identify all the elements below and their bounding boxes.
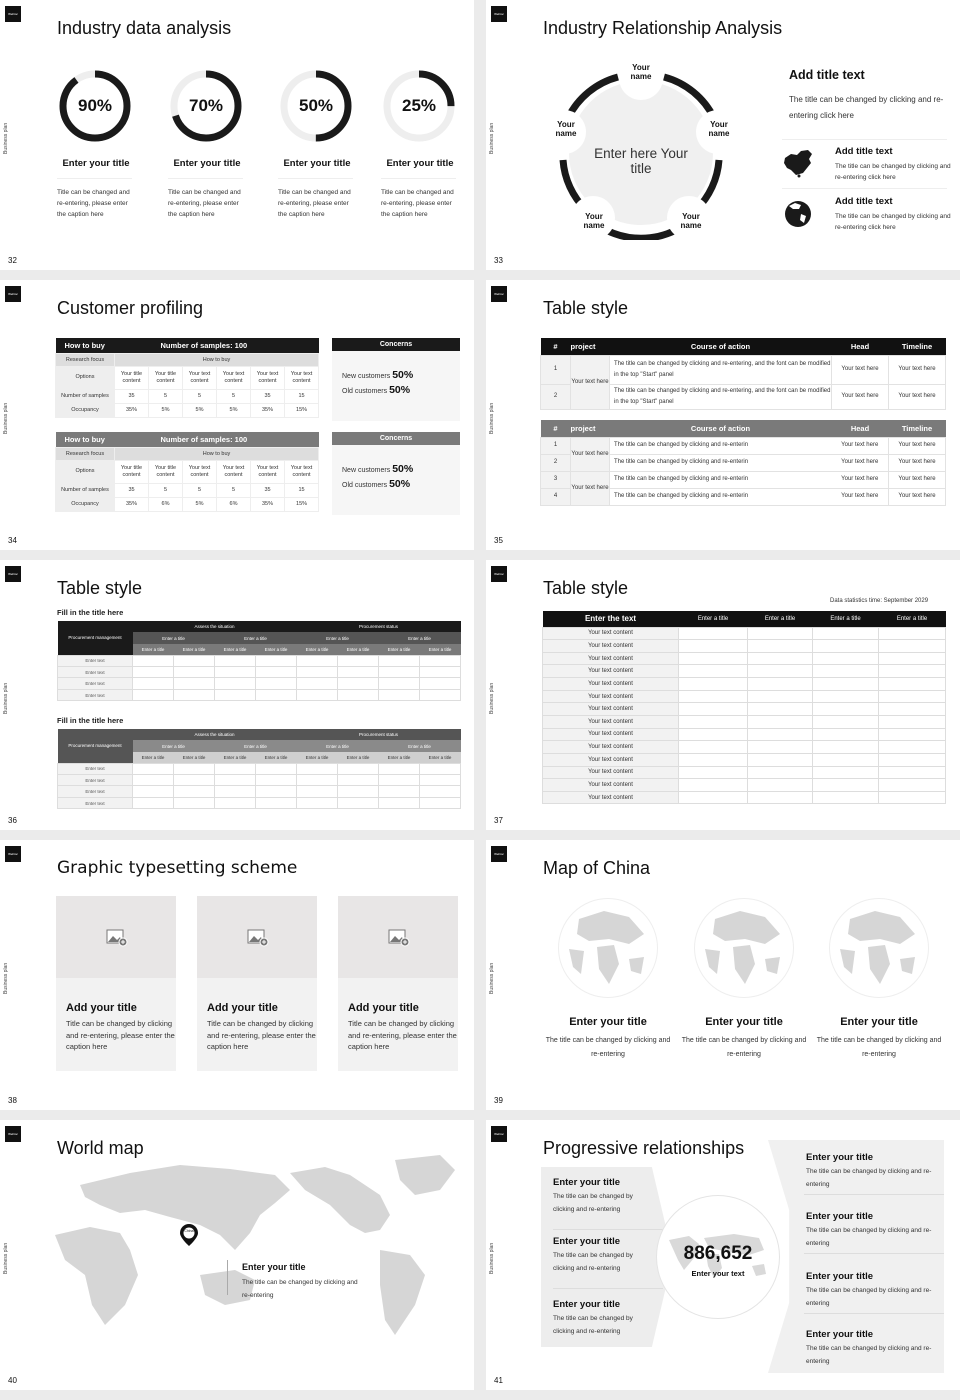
card-title: Add your title [207, 1002, 278, 1014]
old-customers: Old customers 50% [342, 384, 411, 396]
procurement-table: Procurement management Assess the situation Procurement status Enter a title Enter a title Enter a title Enter a title Enter a title Enter a title Enter a title Enter a title Enter a title Enter a title Enter a title Enter a title Enter text Enter text Enter text Enter text [57, 621, 461, 701]
side-label: Business plan [3, 962, 9, 994]
table-row: Enter text [58, 689, 461, 700]
progress-ring [170, 70, 242, 142]
globe-icon [694, 898, 794, 998]
divider [804, 1194, 944, 1195]
cycle-node-label: Your name [708, 120, 730, 138]
divider [553, 1229, 663, 1230]
page-number: 34 [8, 536, 17, 545]
item-title: Enter your title [283, 158, 351, 169]
card-title: Add your title [348, 1002, 419, 1014]
cycle-node-label: Your name [680, 212, 702, 230]
divider [278, 178, 353, 179]
progress-ring [383, 70, 455, 142]
slide-title: Industry Relationship Analysis [543, 18, 783, 38]
page-number: 33 [494, 256, 503, 265]
table-row: Your text content [543, 728, 946, 741]
slide-title: Map of China [543, 858, 651, 878]
cycle-node-label: Your name [555, 120, 577, 138]
col-header: Course of action [690, 423, 751, 433]
slide-40[interactable] [0, 1120, 474, 1390]
item-caption: Title can be changed and re-entering, please enter the caption here [168, 189, 241, 218]
slide-title: Industry data analysis [57, 18, 232, 38]
new-customers: New customers 50% [342, 463, 414, 475]
project-cell: Your text here [571, 355, 610, 409]
table-row: Your text content [543, 627, 946, 640]
side-label: Business plan [3, 1242, 9, 1274]
col-header: Head [850, 341, 870, 351]
side-label: Business plan [489, 122, 495, 154]
table-row: Enter text [58, 655, 461, 666]
callout-body: The title can be changed by clicking and re-entering [242, 1279, 358, 1299]
progress-ring [280, 70, 352, 142]
cycle-node-label: Your name [583, 212, 605, 230]
item-caption: Title can be changed and re-entering, please enter the caption here [278, 189, 351, 218]
map-pin-icon [180, 1224, 198, 1246]
slide-title: World map [57, 1138, 144, 1158]
left-item: Enter your title The title can be changed by clicking and re-entering [553, 1299, 633, 1335]
table-row: Enter text [58, 786, 461, 797]
side-label: Business plan [489, 682, 495, 714]
logo: WeDoc [491, 1126, 507, 1142]
col-header: project [570, 341, 596, 351]
add-image-icon [388, 929, 410, 947]
big-number: 886,652 [683, 1243, 753, 1264]
progress-ring [59, 70, 131, 142]
divider [168, 178, 243, 179]
table-row: Enter text [58, 763, 461, 774]
globe-body: The title can be changed by clicking and re-entering [816, 1037, 942, 1058]
table-row: Your text content [543, 690, 946, 703]
col-header: Timeline [901, 341, 933, 351]
concerns-card [332, 338, 460, 421]
pin-label: China [184, 1229, 194, 1233]
table-row: Your text content [543, 715, 946, 728]
page-number: 35 [494, 536, 503, 545]
slide-32[interactable] [0, 0, 474, 270]
table-row: 2 The title can be changed by clicking and re-entering, and the font can be modified in the top "Start" panel Your text here Your text here [541, 384, 946, 409]
profile-table: How to buy Number of samples: 100 Research focus How to buy Options Your title content Your title content Your text content Your text content Your text content Your text content Number of samples 35 5 5 5 35 15 Occupancy 35% 6% 5% 6% 35% 15% [55, 432, 319, 512]
table-row: Your text content [543, 703, 946, 716]
big-number-label: Enter your text [691, 1269, 745, 1278]
slide-title: Progressive relationships [543, 1138, 745, 1158]
project-cell: Your text here [571, 471, 610, 505]
slide-title: Table style [543, 298, 629, 318]
globe-body: The title can be changed by clicking and re-entering [545, 1037, 671, 1058]
table-row: Your text content [543, 741, 946, 754]
item-caption: Title can be changed and re-entering, please enter the caption here [381, 189, 454, 218]
table-row: Your text content [543, 753, 946, 766]
side-label: Business plan [489, 402, 495, 434]
logo: WeDoc [491, 566, 507, 582]
side-label: Business plan [3, 682, 9, 714]
divider [553, 1288, 663, 1289]
cycle-center-text: Enter here Your title [594, 146, 688, 176]
logo: WeDoc [491, 286, 507, 302]
right-item: Enter your title The title can be changed by clicking and re-entering [806, 1271, 932, 1307]
image-placeholder[interactable] [197, 896, 317, 978]
table-row: Your text content [543, 779, 946, 792]
table-row: 3 Your text here The title can be changed by clicking and re-enterin Your text here Your text here [541, 471, 946, 488]
action-table-dark [540, 338, 946, 410]
action-table-gray [540, 420, 946, 506]
divider [57, 178, 132, 179]
page-number: 39 [494, 1096, 503, 1105]
globe-body: The title can be changed by clicking and re-entering [681, 1037, 807, 1058]
side-label: Business plan [3, 122, 9, 154]
table-row: Your text content [543, 791, 946, 804]
add-image-icon [247, 929, 269, 947]
logo: WeDoc [5, 1126, 21, 1142]
item-title: Enter your title [386, 158, 454, 169]
col-header: Course of action [690, 341, 751, 351]
left-item: Enter your title The title can be changed by clicking and re-entering [553, 1236, 633, 1272]
cycle-node-label: Your name [630, 63, 652, 81]
table-row: Enter text [58, 667, 461, 678]
item-caption: Title can be changed and re-entering, please enter the caption here [57, 189, 130, 218]
globe-title: Enter your title [840, 1016, 918, 1028]
ring-percent: 90% [77, 96, 113, 115]
table-row: Enter text [58, 797, 461, 808]
logo: WeDoc [491, 846, 507, 862]
new-customers: New customers 50% [342, 369, 414, 381]
divider [782, 139, 947, 140]
item-title: Enter your title [173, 158, 241, 169]
logo: WeDoc [491, 6, 507, 22]
profile-table: How to buy Number of samples: 100 Research focus How to buy Options Your title content Your title content Your text content Your text content Your text content Your text content Number of samples 35 5 5 5 35 15 Occupancy 35% 5% 5% 5% 35% 15% [55, 338, 319, 418]
left-item: Enter your title The title can be changed by clicking and re-entering [553, 1177, 633, 1213]
col-header: project [570, 423, 596, 433]
procurement-table: Procurement management Assess the situation Procurement status Enter a title Enter a title Enter a title Enter a title Enter a title Enter a title Enter a title Enter a title Enter a title Enter a title Enter a title Enter a title Enter text Enter text Enter text Enter text [57, 729, 461, 809]
logo: WeDoc [5, 566, 21, 582]
table-row: Your text content [543, 678, 946, 691]
slide-title: Table style [543, 578, 629, 598]
add-image-icon [106, 929, 128, 947]
table-row: 1 Your text here The title can be changed by clicking and re-enterin Your text here Your text here [541, 437, 946, 454]
image-placeholder[interactable] [338, 896, 458, 978]
table-subtitle: Fill in the title here [57, 608, 124, 617]
concerns-title: Concerns [332, 432, 460, 445]
side-label: Business plan [489, 1242, 495, 1274]
card-body: Title can be changed by clicking and re-entering, please enter the caption here [348, 1019, 457, 1051]
world-map-icon [50, 1155, 470, 1355]
item-body: The title can be changed by clicking and re-entering click here [835, 213, 951, 231]
table-row: Your text content [543, 665, 946, 678]
col-header: # [553, 341, 558, 351]
item-body: The title can be changed by clicking and re-entering click here [835, 163, 951, 181]
callout-title: Enter your title [242, 1262, 306, 1272]
item-title: Add title text [835, 146, 893, 157]
col-header: Head [850, 423, 870, 433]
concerns-card [332, 432, 460, 515]
image-card[interactable] [197, 896, 317, 1071]
item-title: Add title text [835, 196, 893, 207]
ring-percent: 25% [401, 96, 437, 115]
card-body: Title can be changed by clicking and re-entering, please enter the caption here [207, 1019, 316, 1051]
slide-title: Graphic typesetting scheme [57, 858, 298, 878]
cycle-diagram [546, 60, 736, 240]
table-row: Your text content [543, 766, 946, 779]
card-body: Title can be changed by clicking and re-entering, please enter the caption here [66, 1019, 175, 1051]
page-number: 37 [494, 816, 503, 825]
page-number: 40 [8, 1376, 17, 1385]
divider [804, 1313, 944, 1314]
globe-title: Enter your title [569, 1016, 647, 1028]
globe-icon [781, 196, 815, 230]
image-placeholder[interactable] [56, 896, 176, 978]
slide-title: Table style [57, 578, 143, 598]
callout-line [227, 1260, 228, 1295]
side-label: Business plan [3, 402, 9, 434]
table-subtitle: Fill in the title here [57, 716, 124, 725]
slide-title: Customer profiling [57, 298, 204, 318]
ring-percent: 70% [188, 96, 224, 115]
right-item: Enter your title The title can be changed by clicking and re-entering [806, 1152, 932, 1188]
col-header: Timeline [901, 423, 933, 433]
globe-icon [558, 898, 658, 998]
table-row: 2 The title can be changed by clicking and re-enterin Your text here Your text here [541, 454, 946, 471]
image-card[interactable] [56, 896, 176, 1071]
section-heading: Add title text [789, 68, 865, 82]
right-item: Enter your title The title can be changed by clicking and re-entering [806, 1211, 932, 1247]
table-row: Your text content [543, 640, 946, 653]
china-map-icon [781, 146, 815, 180]
old-customers: Old customers 50% [342, 478, 411, 490]
globe-icon [829, 898, 929, 998]
image-card[interactable] [338, 896, 458, 1071]
globe-title: Enter your title [705, 1016, 783, 1028]
col-header: # [553, 423, 558, 433]
table-row: Enter text [58, 678, 461, 689]
page-number: 32 [8, 256, 17, 265]
china-pin[interactable] [180, 1224, 198, 1246]
concerns-title: Concerns [332, 338, 460, 351]
logo: WeDoc [5, 6, 21, 22]
page-number: 41 [494, 1376, 503, 1385]
section-body: The title can be changed by clicking and re-entering click here [789, 95, 944, 120]
table-row: 4 The title can be changed by clicking and re-enterin Your text here Your text here [541, 488, 946, 505]
slide-35[interactable] [486, 280, 960, 550]
table-row: Enter text [58, 775, 461, 786]
logo: WeDoc [5, 286, 21, 302]
slide-33[interactable] [486, 0, 960, 270]
divider [804, 1253, 944, 1254]
table-row: 1 Your text here The title can be changed by clicking and re-entering, and the font can be modified in the top "Start" panel Your text here Your text here [541, 355, 946, 384]
right-item: Enter your title The title can be changed by clicking and re-entering [806, 1329, 932, 1365]
card-title: Add your title [66, 1002, 137, 1014]
page-number: 36 [8, 816, 17, 825]
page-number: 38 [8, 1096, 17, 1105]
data-table: Enter the text Enter a title Enter a title Enter a title Enter a title Your text content Your text content Your text content Your text content Your text content Your text content Your text content Your text content Your text content Your text content Your text content Your text content Your text content Your text content [542, 611, 946, 804]
item-title: Enter your title [62, 158, 130, 169]
data-statistics-time: Data statistics time: September 2029 [830, 598, 929, 604]
logo: WeDoc [5, 846, 21, 862]
ring-percent: 50% [298, 96, 334, 115]
table-row: Your text content [543, 652, 946, 665]
project-cell: Your text here [571, 437, 610, 471]
divider [782, 188, 947, 189]
divider [381, 178, 456, 179]
side-label: Business plan [489, 962, 495, 994]
